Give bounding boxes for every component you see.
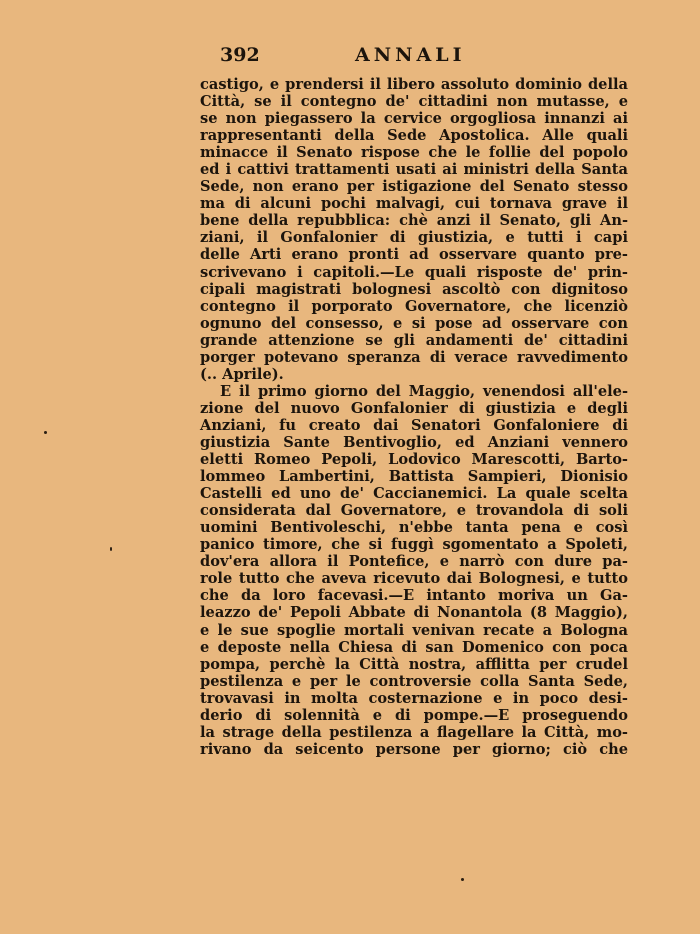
text-line: castigo, e prendersi il libero assoluto dominio della: [200, 76, 628, 93]
ink-speck: [44, 431, 47, 434]
text-line: ziani, il Gonfalonier di giustizia, e tutti i capi: [200, 229, 628, 247]
text-line: minacce il Senato rispose che le follie del popolo: [200, 144, 628, 162]
text-line: ognuno del consesso, e si pose ad osservare con: [200, 314, 628, 332]
text-line: derio di solennità e di pompe.—E proseguendo: [200, 706, 628, 724]
text-line: lommeo Lambertini, Battista Sampieri, Dionisio: [200, 468, 628, 486]
text-line: ed i cattivi trattamenti usati ai ministri della Santa: [200, 161, 628, 179]
text-line: pestilenza e per le controversie colla Santa Sede,: [200, 672, 628, 690]
text-line: cipali magistrati bolognesi ascoltò con dignitoso: [200, 280, 628, 298]
page-number: 392: [220, 44, 260, 66]
paragraph-end-line: (.. Aprile).: [200, 365, 284, 383]
ink-speck: [461, 878, 464, 881]
text-line: ma di alcuni pochi malvagi, cui tornava grave il: [200, 195, 628, 213]
text-line: grande attenzione se gli andamenti de' cittadini: [200, 331, 628, 349]
text-line: scrivevano i capitoli.—Le quali risposte de' prin-: [200, 263, 628, 281]
text-line: Città, se il contegno de' cittadini non mutasse, e: [200, 93, 628, 111]
text-line: rivano da seicento persone per giorno; ciò che: [200, 740, 628, 758]
text-line: trovavasi in molta costernazione e in poco desi-: [200, 689, 628, 707]
text-line: e deposte nella Chiesa di san Domenico con poca: [200, 638, 628, 656]
text-line: rappresentanti della Sede Apostolica. Alle quali: [200, 127, 628, 145]
ink-speck: [110, 547, 112, 551]
text-line: Castelli ed uno de' Caccianemici. La quale scelta: [200, 485, 628, 503]
running-head: ANNALI: [355, 44, 466, 66]
text-line: che da loro facevasi.—E intanto moriva un Ga-: [200, 587, 628, 605]
text-line: dov'era allora il Pontefice, e narrò con dure pa-: [200, 553, 628, 571]
text-line: la strage della pestilenza a flagellare la Città, mo-: [200, 723, 628, 741]
text-line: eletti Romeo Pepoli, Lodovico Marescotti, Barto-: [200, 451, 628, 469]
text-line: giustizia Sante Bentivoglio, ed Anziani vennero: [200, 433, 628, 451]
body-text: [200, 76, 628, 758]
text-line: Anziani, fu creato dai Senatori Gonfaloniere di: [200, 416, 628, 434]
page-header: [200, 44, 640, 70]
text-line: contegno il porporato Governatore, che licenziò: [200, 297, 628, 315]
text-line: porger potevano speranza di verace ravvedimento: [200, 348, 628, 366]
text-line: role tutto che aveva ricevuto dai Bolognesi, e tutto: [200, 570, 628, 588]
text-line: considerata dal Governatore, e trovandola di soli: [200, 502, 628, 520]
text-line: uomini Bentivoleschi, n'ebbe tanta pena e così: [200, 519, 628, 537]
text-line: zione del nuovo Gonfalonier di giustizia e degli: [200, 399, 628, 417]
text-line: e le sue spoglie mortali venivan recate a Bologna: [200, 621, 628, 639]
text-line: pompa, perchè la Città nostra, afflitta per crudel: [200, 655, 628, 673]
text-line: bene della repubblica: chè anzi il Senato, gli An-: [200, 212, 628, 230]
text-line: panico timore, che si fuggì sgomentato a Spoleti,: [200, 536, 628, 554]
text-line: Sede, non erano per istigazione del Senato stesso: [200, 178, 628, 196]
paragraph-start-line: E il primo giorno del Maggio, venendosi all'ele-: [220, 382, 628, 400]
text-line: se non piegassero la cervice orgogliosa innanzi ai: [200, 110, 628, 128]
text-line: leazzo de' Pepoli Abbate di Nonantola (8 Maggio),: [200, 604, 628, 622]
text-line: delle Arti erano pronti ad osservare quanto pre-: [200, 246, 628, 264]
